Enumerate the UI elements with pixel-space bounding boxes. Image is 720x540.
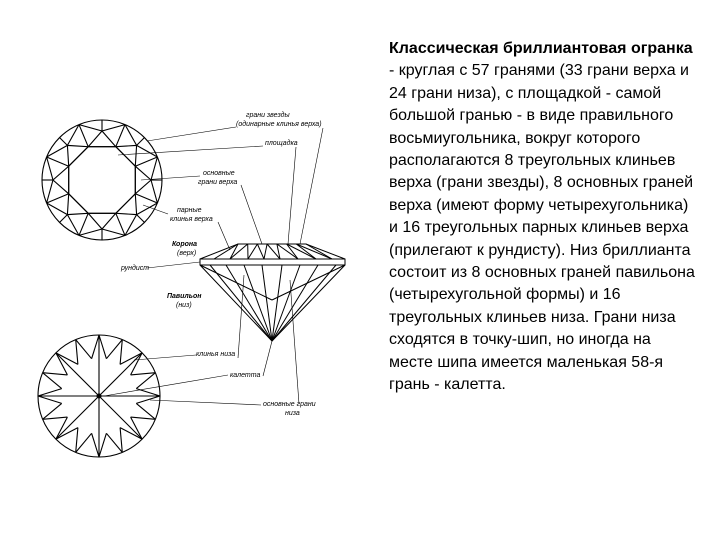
crown-star-facet <box>67 194 88 215</box>
crown-paired-wedge-edge <box>116 125 125 147</box>
side-pavilion-facet-line <box>272 265 345 300</box>
label-paired-wedges: парные <box>177 207 202 214</box>
label-leader-line <box>238 275 244 358</box>
label-crown: Корона <box>172 241 197 248</box>
label-leader-line <box>147 127 236 141</box>
label-leader-line <box>300 128 323 244</box>
label-girdle: рундист <box>121 265 150 272</box>
side-pavilion-facet-line <box>226 265 272 341</box>
diamond-side-profile <box>200 244 345 341</box>
label-main-pavilion-facets: основные грани <box>263 401 316 408</box>
crown-paired-wedge-edge <box>47 157 69 166</box>
crown-star-facet <box>67 145 88 166</box>
label-pavilion-note: (низ) <box>176 302 192 309</box>
pavilion-lower-wedge-edge <box>76 428 78 453</box>
pavilion-lower-wedge-edge <box>92 335 99 359</box>
label-pavilion: Павильон <box>167 293 202 300</box>
side-pavilion-facet-line <box>244 265 272 341</box>
crown-star-facet <box>116 194 137 215</box>
pavilion-lower-wedge-edge <box>136 403 155 419</box>
crown-star-facet <box>88 131 116 147</box>
side-crown-facet-line <box>306 244 332 259</box>
pavilion-lower-wedge-edge <box>136 373 155 389</box>
side-pavilion-facet-line <box>210 265 272 341</box>
crown-main-facet-edge <box>79 229 102 235</box>
pavilion-lower-wedge-edge <box>43 403 62 419</box>
side-pavilion-facet-line <box>272 265 300 341</box>
pavilion-lower-wedge-edge <box>120 340 122 365</box>
pavilion-lower-wedge-edge <box>38 389 62 396</box>
side-pavilion-facet-line <box>272 265 282 341</box>
diagram-labels <box>120 111 322 417</box>
pavilion-lower-wedge-edge <box>120 428 122 453</box>
label-main-crown-facets-2: грани верха <box>198 179 238 186</box>
description-body: - круглая с 57 гранями (33 грани верха и 24 грани низа), с площадкой - самой большой гранью - в виде правильного восьмиугольника, вокруг которого располагаются 8 треугольных клиньев верха (грани звезды), 8 основных граней верха (имеют форму четырехугольника) и 16 треугольных парных клиньев верха (прилегают к рундисту). Низ бриллианта состоит из 8 основных граней павильона (четырехугольной формы) и 16 треугольных клиньев низа. Грани низа сходятся в точку-шип, но иногда на месте шипа имеется маленькая 58-я грань - калетта. <box>389 62 695 394</box>
crown-main-facet-edge <box>47 180 53 203</box>
pavilion-lower-wedge-edge <box>76 340 92 359</box>
label-lower-wedges: клинья низа <box>196 351 236 358</box>
label-leader-line <box>218 222 230 250</box>
pavilion-lower-wedge-edge <box>136 396 160 403</box>
label-leader-line <box>150 400 261 405</box>
crown-girdle-wedge-edge <box>137 138 145 146</box>
label-leader-line <box>241 185 262 244</box>
crown-paired-wedge-edge <box>79 125 88 147</box>
label-leader-line <box>263 341 272 376</box>
side-crown-facet-line <box>264 244 267 259</box>
label-leader-line <box>147 262 200 268</box>
pavilion-lower-wedge-edge <box>76 433 92 452</box>
pavilion-lower-wedge-edge <box>92 433 99 457</box>
label-leader-line <box>141 176 200 180</box>
crown-girdle-wedge-edge <box>137 215 145 223</box>
pavilion-lower-wedge-edge <box>43 373 68 375</box>
side-crown-facet-line <box>277 244 298 259</box>
side-crown-facet-line <box>248 244 257 259</box>
crown-paired-wedge-edge <box>116 213 125 235</box>
label-culet: калетта <box>230 372 261 379</box>
crown-girdle-wedge-edge <box>60 215 68 223</box>
crown-paired-wedge-edge <box>79 213 88 235</box>
pavilion-lower-wedge-edge <box>43 373 62 389</box>
pavilion-lower-wedge-edge <box>131 417 156 419</box>
side-crown-facet-line <box>257 244 264 259</box>
label-leader-line <box>104 375 228 396</box>
label-table: площадка <box>265 140 298 147</box>
side-pavilion-facet-line <box>272 265 318 341</box>
crown-paired-wedge-edge <box>47 194 69 203</box>
label-main-crown-facets: основные <box>203 170 235 177</box>
pavilion-bottom-view <box>38 335 160 457</box>
crown-star-facet <box>53 166 69 194</box>
description-text <box>389 38 699 397</box>
description-title: Классическая бриллиантовая огранка <box>389 40 693 57</box>
crown-main-facet-edge <box>47 157 53 180</box>
pavilion-lower-wedge-edge <box>106 340 122 359</box>
pavilion-lower-wedge-edge <box>99 335 106 359</box>
label-crown-note: (верх) <box>177 250 197 257</box>
crown-main-facet-edge <box>102 125 125 131</box>
crown-main-facet-edge <box>151 157 157 180</box>
crown-girdle-wedge-edge <box>60 138 68 146</box>
pavilion-lower-wedge-edge <box>99 433 106 457</box>
label-main-pavilion-facets-2: низа <box>285 410 300 417</box>
pavilion-lower-wedge-edge <box>76 340 78 365</box>
crown-main-facet-edge <box>151 180 157 203</box>
label-star-facets-note: (одинарные клинья верха) <box>236 121 322 128</box>
pavilion-lower-wedge-edge <box>131 373 156 375</box>
label-leader-line <box>134 355 196 360</box>
side-pavilion-facet-line <box>200 265 272 300</box>
pavilion-lower-wedge-edge <box>43 417 68 419</box>
crown-paired-wedge-edge <box>135 194 157 203</box>
crown-star-facet <box>116 145 137 166</box>
pavilion-lower-wedge-edge <box>38 396 62 403</box>
side-pavilion-facet-line <box>262 265 272 341</box>
pavilion-lower-wedge-edge <box>106 433 122 452</box>
crown-main-facet-edge <box>102 229 125 235</box>
crown-paired-wedge-edge <box>135 157 157 166</box>
label-star-facets: грани звезды <box>246 112 290 119</box>
label-leader-line <box>288 147 296 244</box>
side-pavilion-facet-line <box>272 265 336 341</box>
crown-star-facet <box>88 213 116 229</box>
label-paired-wedges-2: клинья верха <box>170 216 213 223</box>
crown-main-facet-edge <box>79 125 102 131</box>
